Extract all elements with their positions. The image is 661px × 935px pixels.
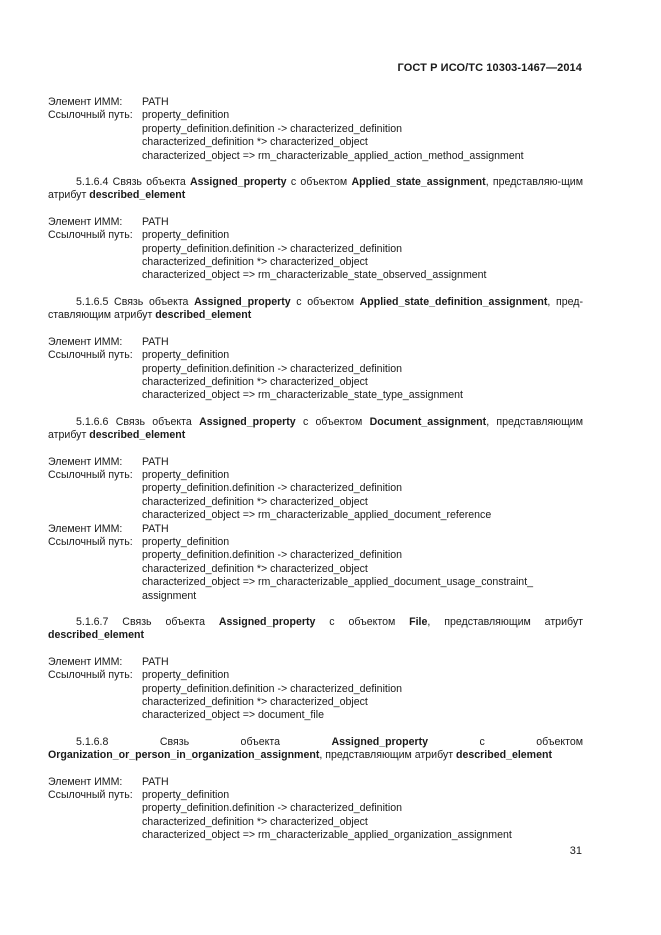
path-line: characterized_object => rm_characterizable_applied_document_usage_constraint_ [142,576,534,589]
paragraph-text: , представляющим атрибут [48,415,583,442]
path-label: Ссылочный путь: [48,109,133,122]
element-value: PATH [142,522,169,535]
entity-name: Organization_or_person_in_organization_assignment [48,749,320,762]
section-number: 5.1.6.4 [76,176,109,189]
section-paragraph [48,616,583,643]
paragraph-text: Связь объекта [108,176,190,189]
path-line: property_definition.definition -> characterized_definition [142,122,403,135]
attribute-name: described_element [155,309,252,322]
path-line: characterized_definition *> characterized_object [142,815,368,828]
path-label: Ссылочный путь: [48,789,133,802]
element-label: Элемент ИММ: [48,215,123,228]
paragraph-text: Связь объекта [108,415,200,428]
section-paragraph [48,176,583,203]
section-number: 5.1.6.5 [76,295,109,308]
element-label: Элемент ИММ: [48,655,123,668]
element-value: PATH [142,775,169,788]
entity-name: Applied_state_assignment [351,176,486,189]
entity-name: File [409,616,428,628]
path-line: assignment [142,589,197,602]
path-line: property_definition [142,229,230,242]
section-number: 5.1.6.6 [76,415,109,428]
paragraph-text: с объектом [286,176,352,189]
path-line: property_definition.definition -> characterized_definition [142,802,403,815]
attribute-name: described_element [89,429,186,442]
section-number: 5.1.6.7 [76,616,109,628]
path-line: property_definition [142,349,230,362]
path-line: property_definition [142,789,230,802]
entity-name: Assigned_property [218,616,316,628]
path-line: characterized_definition *> characterized_object [142,562,368,575]
paragraph-text: , представляющим атрибут [427,616,583,628]
path-line: property_definition.definition -> characterized_definition [142,242,403,255]
path-label: Ссылочный путь: [48,468,133,481]
path-label: Ссылочный путь: [48,669,133,682]
mapping-block [48,336,583,403]
paragraph-text: с объектом [315,616,410,628]
paragraph-text: Связь объекта [108,735,332,748]
path-label: Ссылочный путь: [48,535,133,548]
mapping-block [48,656,583,723]
path-line: characterized_definition *> characterized_object [142,136,368,149]
element-value: PATH [142,655,169,668]
entity-name: Assigned_property [199,415,296,428]
mapping-block [48,216,583,283]
path-label: Ссылочный путь: [48,229,133,242]
path-line: property_definition [142,535,230,548]
paragraph-text: , пред-ставляющим атрибут [48,295,583,322]
path-line: characterized_object => rm_characterizable_applied_organization_assignment [142,829,512,842]
standard-header: ГОСТ Р ИСО/ТС 10303-1467—2014 [397,62,582,74]
element-label: Элемент ИММ: [48,455,123,468]
path-line: property_definition [142,669,230,682]
page-content [48,96,583,856]
element-value: PATH [142,335,169,348]
attribute-name: described_element [89,189,186,202]
paragraph-text: с объектом [295,415,370,428]
paragraph-text: с объектом [428,735,583,748]
path-line: characterized_definition *> characterized_object [142,375,368,388]
path-line: property_definition.definition -> characterized_definition [142,362,403,375]
paragraph-text: , представляю-щим атрибут [48,176,583,202]
entity-name: Assigned_property [331,735,429,748]
attribute-name: described_element [456,749,552,762]
path-line: characterized_object => document_file [142,709,324,722]
path-label: Ссылочный путь: [48,349,133,362]
entity-name: Applied_state_definition_assignment [359,295,548,308]
path-line: characterized_object => rm_characterizable_applied_action_method_assignment [142,149,524,162]
mapping-block [48,96,583,163]
element-value: PATH [142,455,169,468]
element-label: Элемент ИММ: [48,335,123,348]
entity-name: Assigned_property [194,295,291,308]
path-line: characterized_definition *> characterized_object [142,256,368,269]
path-line: characterized_object => rm_characterizable_state_type_assignment [142,389,463,402]
path-line: characterized_definition *> characterized_object [142,696,368,709]
paragraph-text: с объектом [290,295,360,308]
element-value: PATH [142,215,169,228]
paragraph-text: Связь объекта [108,295,195,308]
path-line: property_definition.definition -> characterized_definition [142,682,403,695]
entity-name: Assigned_property [190,176,287,189]
path-line: property_definition.definition -> characterized_definition [142,482,403,495]
page-number: 31 [569,845,582,857]
mapping-block [48,456,583,603]
section-paragraph [48,416,583,443]
path-line: property_definition [142,468,230,481]
path-line: characterized_object => rm_characterizable_state_observed_assignment [142,269,487,282]
paragraph-text: , представляющим атрибут [319,749,457,762]
path-line: characterized_object => rm_characterizable_applied_document_reference [142,509,492,522]
mapping-block [48,776,583,843]
element-label: Элемент ИММ: [48,96,123,108]
paragraph-text: Связь объекта [108,616,219,628]
section-number: 5.1.6.8 [76,735,109,748]
section-paragraph [48,736,583,763]
attribute-name: described_element [48,629,144,642]
path-line: characterized_definition *> characterized_object [142,495,368,508]
path-line: property_definition.definition -> characterized_definition [142,549,403,562]
path-line: property_definition [142,109,230,122]
entity-name: Document_assignment [369,415,487,428]
element-label: Элемент ИММ: [48,775,123,788]
element-label: Элемент ИММ: [48,522,123,535]
section-paragraph [48,296,583,323]
element-value: PATH [142,96,169,108]
